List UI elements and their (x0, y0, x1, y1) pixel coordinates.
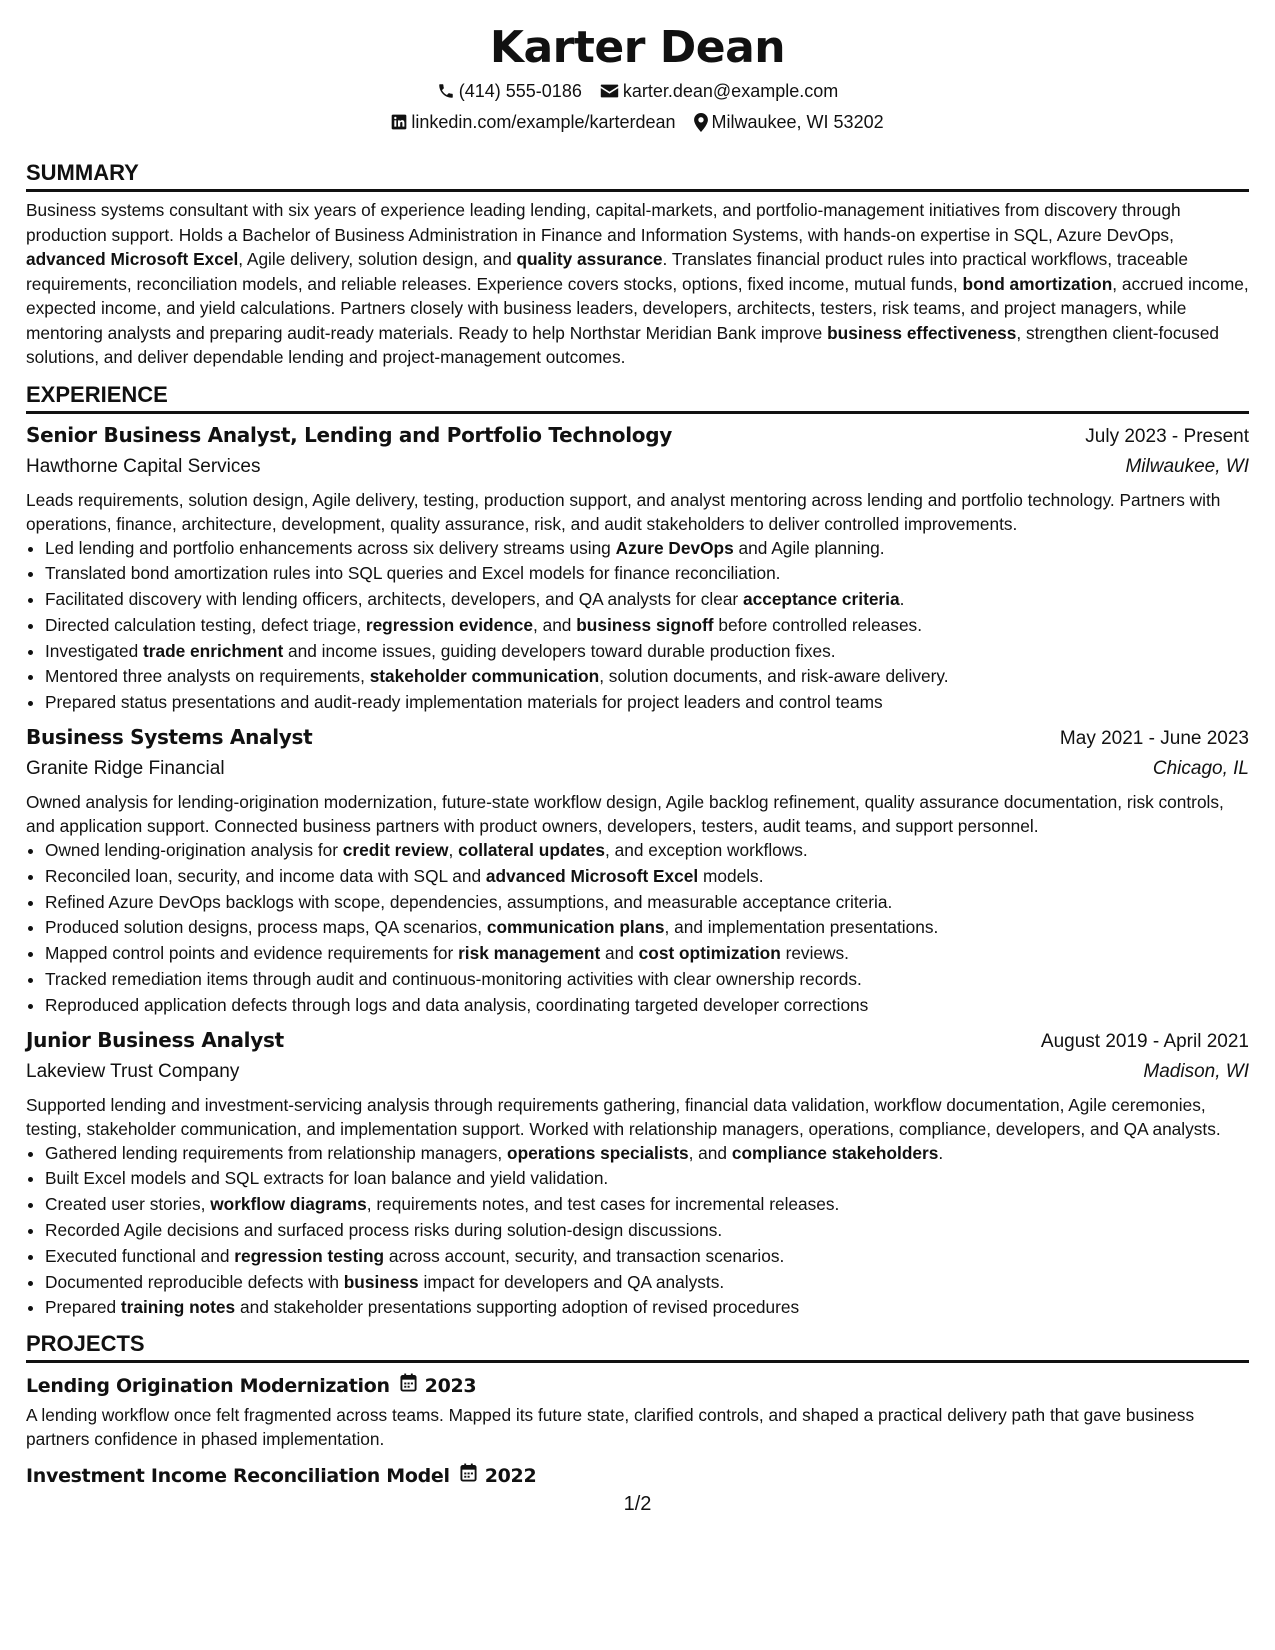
text-run: . (899, 589, 905, 610)
bold-keyword: workflow diagrams (210, 1194, 367, 1215)
text-run: Prepared (45, 1297, 121, 1318)
text-run: , requirements notes, and test cases for incremental releases. (366, 1194, 840, 1215)
project-entry (26, 1461, 1249, 1491)
bullet-item (45, 915, 1249, 941)
bold-keyword: communication plans (486, 917, 665, 938)
bold-keyword: business (343, 1271, 419, 1292)
text-run: , strengthen client-focused solutions, and deliver dependable lending and project-management outcomes. (26, 322, 1220, 367)
bold-keyword: credit review (342, 840, 449, 861)
job-description: Supported lending and investment-servicing analysis through requirements gathering, financial data validation, workflow documentation, Agile ceremonies, testing, stakeholder communication, and implementation support. Worked with relationship managers, operations, compliance, developers, and QA analysts. (26, 1094, 1221, 1139)
bold-keyword: acceptance criteria (742, 589, 900, 610)
bullet-item (45, 1192, 1249, 1218)
text-run: , solution documents, and risk-aware delivery. (599, 666, 949, 687)
bullet-item (45, 1141, 1249, 1167)
bullet-item (45, 1218, 1249, 1244)
bullet-item (45, 561, 1249, 587)
bullet-item (45, 613, 1249, 639)
bold-keyword: advanced Microsoft Excel (485, 865, 699, 886)
linkedin-icon (391, 114, 407, 130)
envelope-icon (600, 83, 619, 99)
project-entry (26, 1371, 1249, 1451)
bullet-item (45, 639, 1249, 665)
summary-heading: SUMMARY (26, 160, 1249, 192)
text-run: and Agile planning. (733, 537, 885, 558)
bold-keyword: regression evidence (365, 614, 533, 635)
text-run: Refined Azure DevOps backlogs with scope, dependencies, assumptions, and measurable acceptance criteria. (45, 891, 893, 912)
project-year: 2022 (484, 1465, 537, 1488)
job-location: Chicago, IL (1152, 758, 1249, 780)
job-description: Leads requirements, solution design, Agile delivery, testing, production support, and analyst mentoring across lending and portfolio technology. Partners with operations, finance, architecture, development, quality assurance, risk, and audit stakeholders to deliver controlled improvements. (26, 489, 1221, 534)
text-run: Tracked remediation items through audit and continuous-monitoring activities with clear ownership records. (45, 969, 862, 990)
bullet-item (45, 941, 1249, 967)
bold-keyword: advanced Microsoft Excel (26, 249, 239, 269)
bold-keyword: collateral updates (458, 840, 606, 861)
bullet-item (45, 1166, 1249, 1192)
job-dates: August 2019 - April 2021 (1040, 1030, 1249, 1052)
text-run: Reconciled loan, security, and income data with SQL and (45, 865, 486, 886)
resume-page (26, 22, 1249, 1491)
job-dates: July 2023 - Present (1085, 425, 1249, 447)
bullet-item (45, 536, 1249, 562)
text-run: , Agile delivery, solution design, and (238, 249, 517, 269)
email-link[interactable]: karter.dean@example.com (622, 81, 839, 101)
text-run: , and (688, 1142, 732, 1163)
company-name: Lakeview Trust Company (26, 1060, 240, 1082)
phone-icon (437, 82, 455, 100)
text-run: and income issues, guiding developers toward durable production fixes. (283, 640, 836, 661)
contact-phone (437, 79, 582, 103)
bullet-item (45, 587, 1249, 613)
location-text: Milwaukee, WI 53202 (711, 112, 884, 132)
text-run: impact for developers and QA analysts. (418, 1271, 725, 1292)
text-run: Reproduced application defects through logs and data analysis, coordinating targeted developer corrections (45, 994, 869, 1015)
bold-keyword: compliance stakeholders (731, 1142, 939, 1163)
job-entry (26, 722, 1249, 1019)
bullet-item (45, 890, 1249, 916)
job-title: Senior Business Analyst, Lending and Portfolio Technology (26, 422, 672, 447)
bullet-item (45, 664, 1249, 690)
text-run: and stakeholder presentations supporting adoption of revised procedures (235, 1297, 800, 1318)
calendar-icon (400, 1371, 417, 1401)
text-run: Led lending and portfolio enhancements across six delivery streams using (45, 537, 616, 558)
text-run: Produced solution designs, process maps, QA scenarios, (45, 917, 487, 938)
experience-section (26, 382, 1249, 1322)
bold-keyword: trade enrichment (143, 640, 284, 661)
contact-linkedin[interactable] (391, 110, 675, 134)
projects-heading: PROJECTS (26, 1331, 1249, 1363)
job-location: Madison, WI (1143, 1060, 1249, 1082)
contact-row-1 (26, 79, 1249, 103)
bullet-item (45, 967, 1249, 993)
bullet-item (45, 864, 1249, 890)
page-number: 1/2 (623, 1493, 652, 1515)
text-run: , and exception workflows. (605, 840, 808, 861)
bold-keyword: bond amortization (962, 273, 1113, 294)
company-name: Granite Ridge Financial (26, 758, 225, 780)
bold-keyword: risk management (458, 943, 601, 964)
phone-text: (414) 555-0186 (458, 81, 582, 101)
job-title: Junior Business Analyst (26, 1027, 284, 1052)
job-title: Business Systems Analyst (26, 725, 313, 750)
text-run: Documented reproducible defects with (45, 1271, 344, 1292)
project-description: A lending workflow once felt fragmented across teams. Mapped its future state, clarified controls, and shaped a practical delivery path that gave business partners confidence in phased implementation. (26, 1405, 1195, 1450)
summary-section (26, 160, 1249, 370)
candidate-name: Karter Dean (489, 22, 786, 73)
bullet-item (45, 838, 1249, 864)
text-run: models. (698, 865, 764, 886)
calendar-icon (460, 1461, 477, 1491)
job-bullets (26, 536, 1249, 717)
text-run: Recorded Agile decisions and surfaced process risks during solution-design discussions. (45, 1220, 723, 1241)
bold-keyword: Azure DevOps (615, 537, 734, 558)
text-run: across account, security, and transaction scenarios. (384, 1245, 785, 1266)
project-year: 2023 (424, 1375, 477, 1398)
text-run: Translated bond amortization rules into SQL queries and Excel models for finance reconciliation. (45, 563, 781, 584)
job-entry (26, 1025, 1249, 1322)
text-run: Prepared status presentations and audit-ready implementation materials for project leaders and control teams (45, 692, 883, 713)
text-run: Facilitated discovery with lending officers, architects, developers, and QA analysts for clear (45, 589, 743, 610)
text-run: and (600, 943, 639, 964)
text-run: Business systems consultant with six years of experience leading lending, capital-markets, and portfolio-management initiatives from discovery through production support. Holds a Bachelor of Business Administration in Finance and Information Systems, with hands-on expertise in SQL, Azure DevOps, (26, 200, 1181, 245)
bullet-item (45, 690, 1249, 716)
bold-keyword: business effectiveness (827, 322, 1017, 343)
bold-keyword: regression testing (234, 1245, 385, 1266)
bold-keyword: cost optimization (638, 943, 781, 964)
text-run: Built Excel models and SQL extracts for loan balance and yield validation. (45, 1168, 609, 1189)
text-run: before controlled releases. (713, 614, 923, 635)
bold-keyword: stakeholder communication (369, 666, 600, 687)
bullet-item (45, 993, 1249, 1019)
linkedin-link[interactable]: linkedin.com/example/karterdean (411, 112, 676, 132)
job-entry (26, 420, 1249, 717)
text-run: Created user stories, (45, 1194, 211, 1215)
bullet-item (45, 1295, 1249, 1321)
text-run: reviews. (780, 943, 849, 964)
summary-text (26, 198, 1249, 370)
experience-heading: EXPERIENCE (26, 382, 1249, 414)
job-location: Milwaukee, WI (1125, 455, 1249, 477)
text-run: , accrued income, expected income, and yield calculations. Partners closely with business leaders, developers, architects, testers, risk teams, and project managers, while mentoring analysts and preparing audit-ready materials. Ready to help Northstar Meridian Bank improve (26, 273, 1249, 343)
text-run: , and implementation presentations. (664, 917, 939, 938)
company-name: Hawthorne Capital Services (26, 455, 261, 477)
text-run: Gathered lending requirements from relationship managers, (45, 1142, 508, 1163)
map-pin-icon (694, 113, 708, 132)
project-name: Investment Income Reconciliation Model (26, 1465, 450, 1488)
job-dates: May 2021 - June 2023 (1059, 728, 1249, 750)
text-run: , and (532, 614, 577, 635)
job-bullets (26, 1141, 1249, 1322)
contact-location (694, 110, 884, 134)
bullet-item (45, 1270, 1249, 1296)
text-run: Mentored three analysts on requirements, (45, 666, 370, 687)
contact-email[interactable] (600, 79, 838, 103)
contact-row-2 (26, 110, 1249, 134)
project-name: Lending Origination Modernization (26, 1375, 390, 1398)
projects-section (26, 1331, 1249, 1491)
text-run: Mapped control points and evidence requirements for (45, 943, 459, 964)
text-run: Investigated (45, 640, 143, 661)
text-run: , (448, 840, 459, 861)
text-run: Owned lending-origination analysis for (45, 840, 343, 861)
bold-keyword: business signoff (576, 614, 714, 635)
bullet-item (45, 1244, 1249, 1270)
text-run: . Translates financial product rules into practical workflows, traceable requirements, reconciliation models, and reliable releases. Experience covers stocks, options, fixed income, mutual funds, (26, 249, 1188, 294)
text-run: Executed functional and (45, 1245, 235, 1266)
bold-keyword: operations specialists (507, 1142, 689, 1163)
job-bullets (26, 838, 1249, 1019)
text-run: Directed calculation testing, defect triage, (45, 614, 366, 635)
bold-keyword: training notes (120, 1297, 236, 1318)
bold-keyword: quality assurance (516, 249, 663, 269)
text-run: . (938, 1142, 944, 1163)
job-description: Owned analysis for lending-origination modernization, future-state workflow design, Agile backlog refinement, quality assurance documentation, risk controls, and application support. Connected business partners with product owners, developers, testers, audit teams, and support personnel. (26, 792, 1224, 837)
